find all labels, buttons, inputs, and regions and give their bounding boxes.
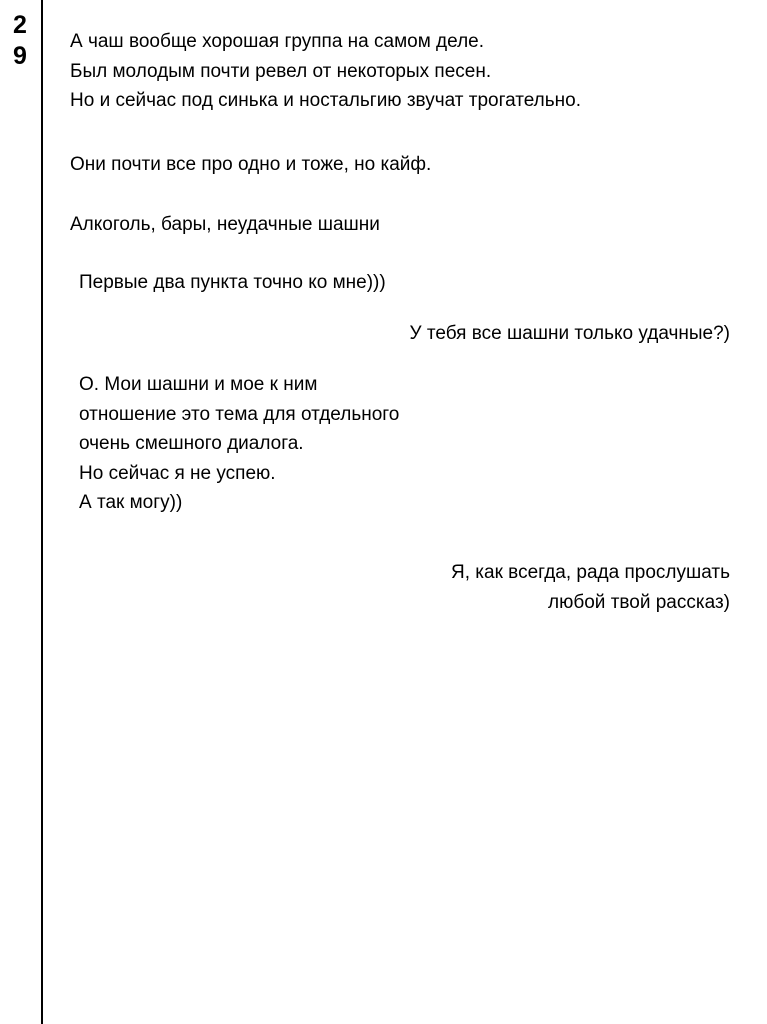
text-line: Но сейчас я не успею.	[79, 462, 276, 484]
text-line: Я, как всегда, рада прослушать	[451, 562, 730, 583]
text-line: Первые два пункта точно ко мне)))	[79, 272, 386, 293]
paragraph-alcohol-bars	[70, 210, 380, 240]
text-line: любой твой рассказ)	[548, 591, 730, 613]
text-line: Но и сейчас под синька и ностальгию звучат трогательно.	[70, 90, 581, 111]
text-line: А чаш вообще хорошая группа на самом деле.	[70, 31, 485, 52]
paragraph-my-affairs	[79, 370, 399, 518]
text-line: Алкоголь, бары, неудачные шашни	[70, 214, 380, 235]
paragraph-about-band	[70, 27, 581, 116]
margin-rule	[41, 0, 43, 1024]
text-line: Они почти все про одно и тоже, но кайф.	[70, 154, 432, 175]
reply-first-two-points	[79, 268, 386, 298]
page-number-digit-1: 2	[13, 11, 27, 39]
paragraph-songs-same	[70, 150, 431, 180]
page-number	[0, 10, 40, 72]
question-lucky-affairs	[410, 319, 731, 349]
text-line: А так могу))	[79, 492, 183, 513]
reply-ready-to-listen	[451, 558, 730, 617]
page-number-digit-2: 9	[13, 42, 27, 70]
text-line: отношение это тема для отдельного	[79, 403, 400, 425]
text-line: У тебя все шашни только удачные?)	[409, 323, 730, 344]
text-line: Был молодым почти ревел от некоторых песен.	[70, 60, 492, 82]
text-line: О. Мои шашни и мое к ним	[79, 374, 318, 395]
text-line: очень смешного диалога.	[79, 433, 304, 454]
